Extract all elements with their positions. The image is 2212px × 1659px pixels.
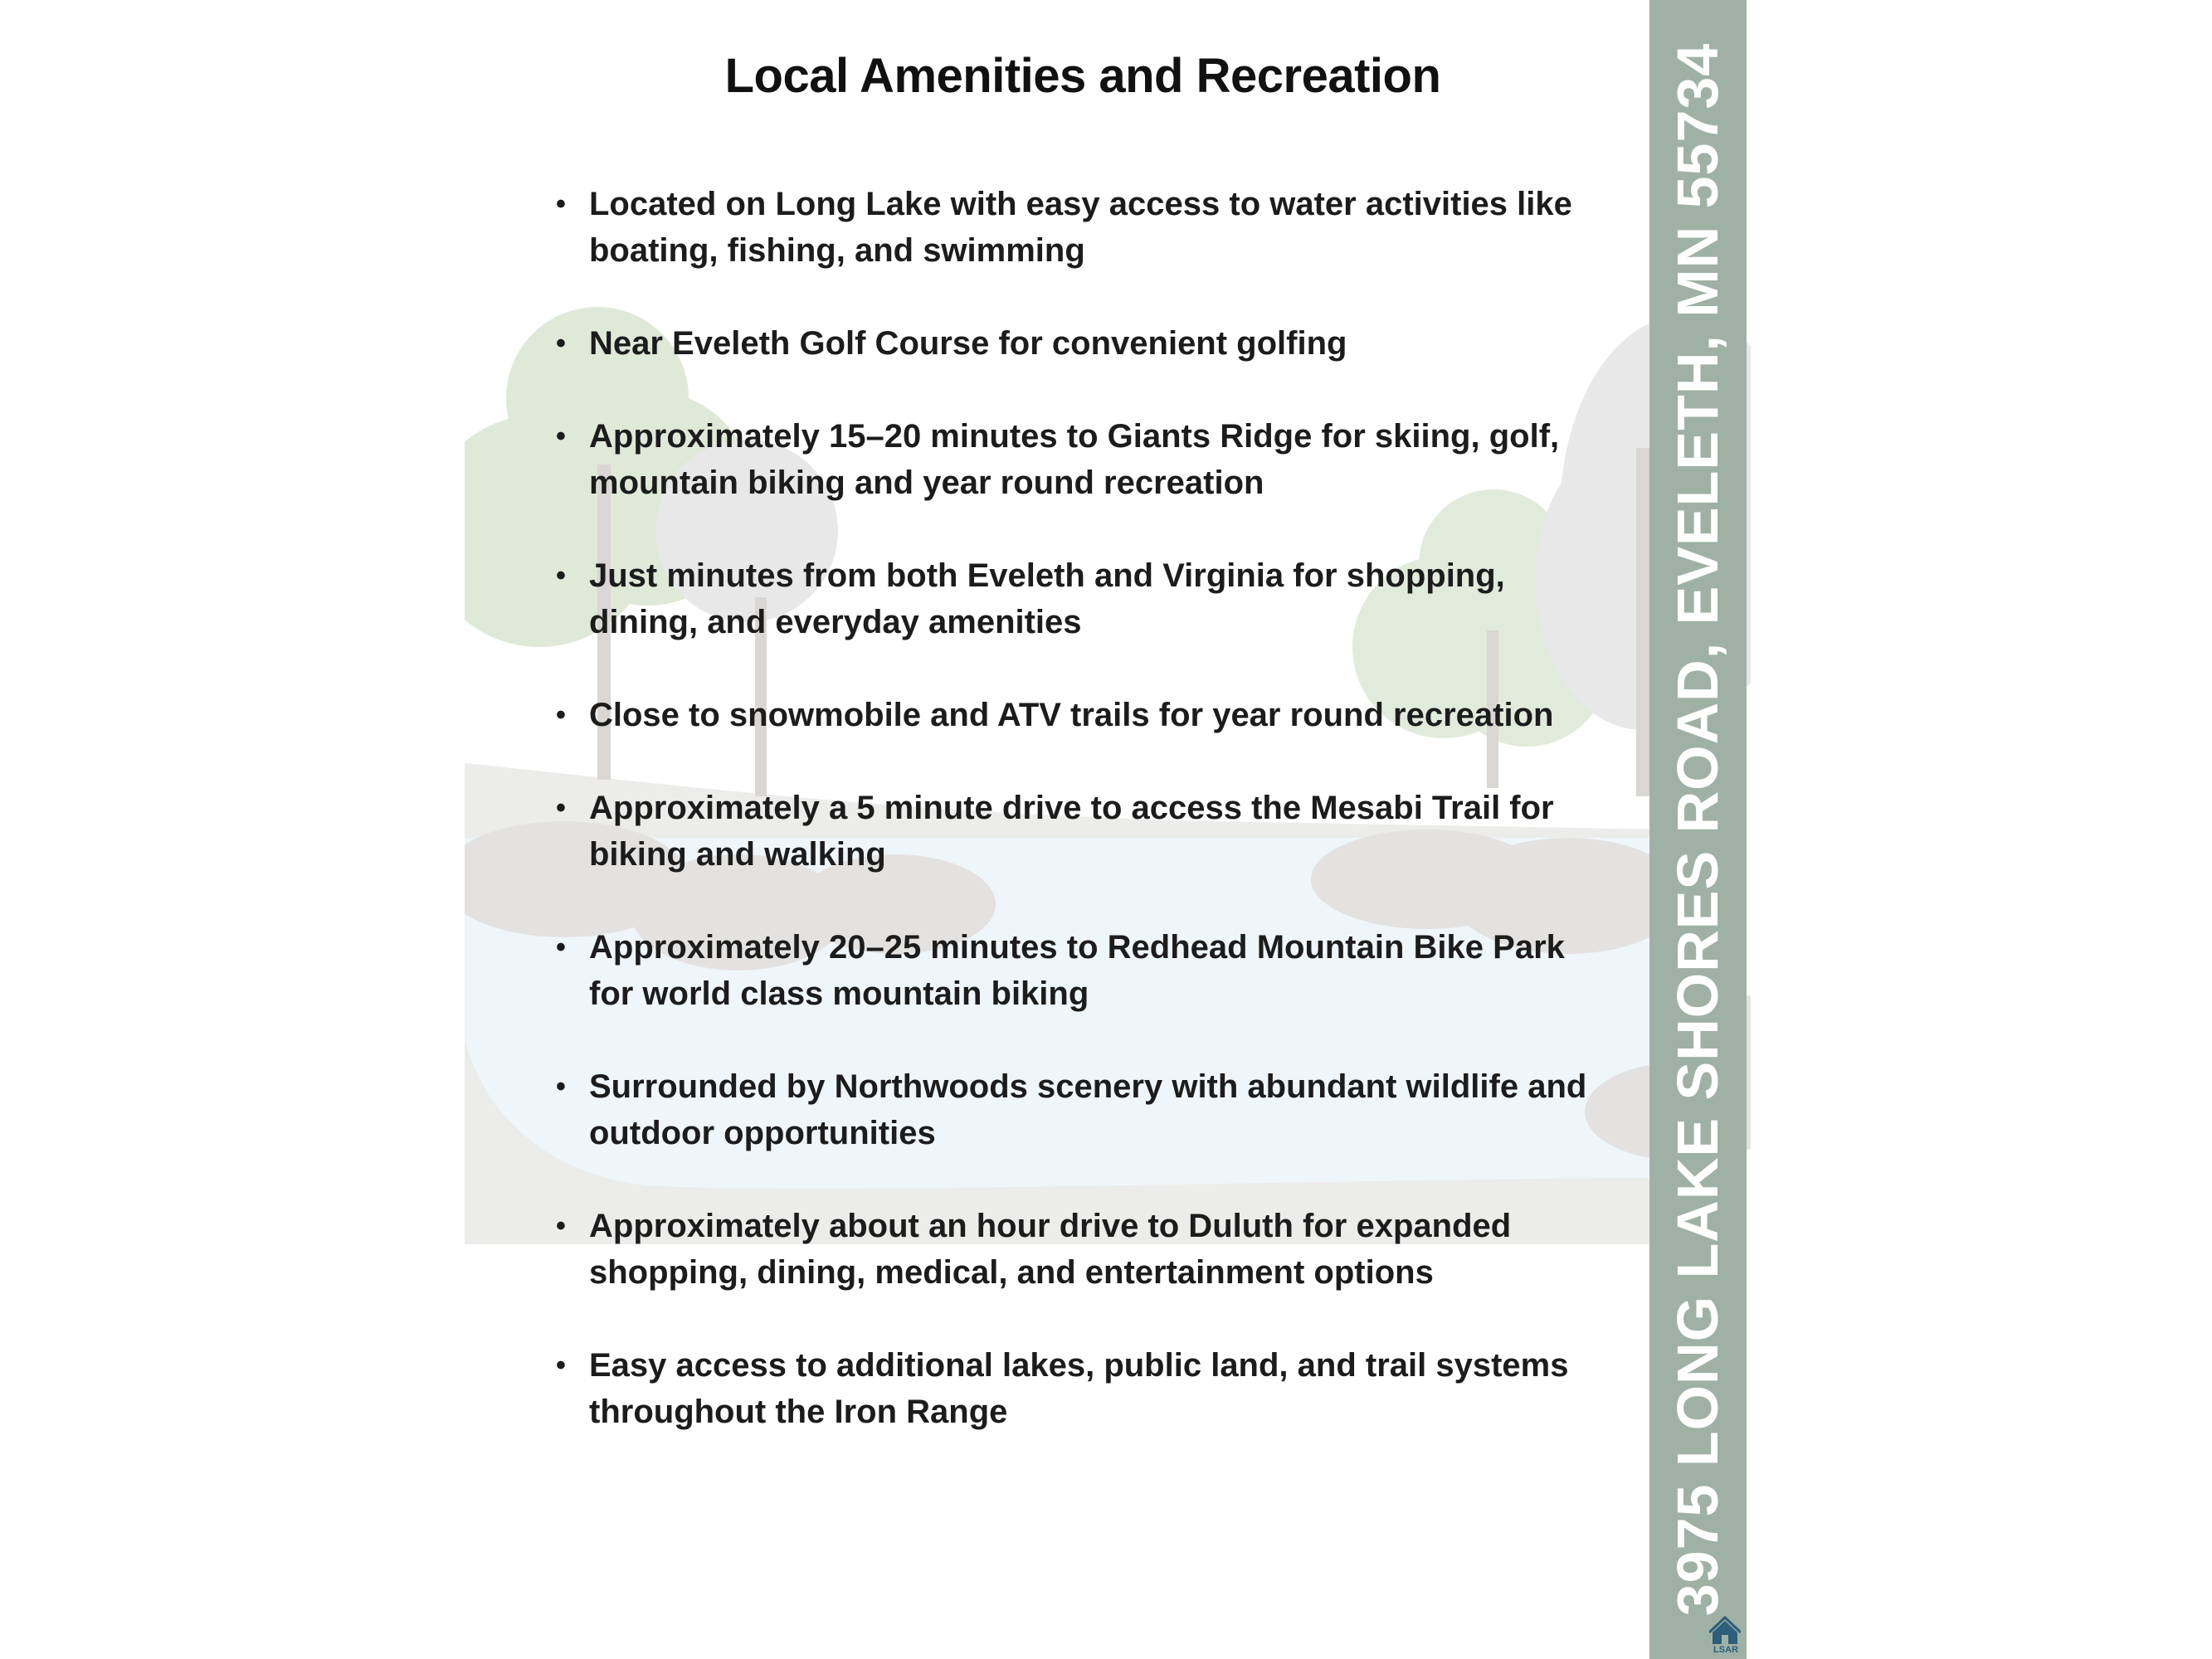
bullet-icon: •: [556, 932, 566, 963]
list-item: [556, 320, 1610, 367]
page-title: Local Amenities and Recreation: [724, 49, 1441, 103]
property-address: 3975 LONG LAKE SHORES ROAD, EVELETH, MN 55734: [1665, 42, 1730, 1617]
list-item-text: Near Eveleth Golf Course for convenient golfing: [589, 325, 1347, 362]
list-item-text: Approximately 15–20 minutes to Giants Ridge for skiing, golf, mountain biking and year round recreation: [589, 418, 1560, 501]
list-item: [556, 785, 1610, 878]
bullet-icon: •: [556, 1350, 566, 1381]
list-item: [556, 413, 1610, 506]
amenities-list: [556, 181, 1610, 1481]
bullet-icon: •: [556, 188, 566, 220]
bullet-icon: •: [556, 792, 566, 824]
bullet-icon: •: [556, 421, 566, 452]
bullet-icon: •: [556, 699, 566, 731]
bullet-icon: •: [556, 328, 566, 359]
list-item-text: Surrounded by Northwoods scenery with abundant wildlife and outdoor opportunities: [589, 1068, 1587, 1151]
list-item: [556, 181, 1610, 274]
list-item-text: Approximately about an hour drive to Duluth for expanded shopping, dining, medical, and entertainment options: [589, 1208, 1512, 1291]
list-item: [556, 1342, 1610, 1435]
bullet-icon: •: [556, 560, 566, 591]
list-item: [556, 1063, 1610, 1156]
list-item: [556, 1203, 1610, 1296]
list-item: [556, 924, 1610, 1017]
list-item-text: Approximately a 5 minute drive to access the Mesabi Trail for biking and walking: [589, 790, 1554, 873]
bullet-icon: •: [556, 1210, 566, 1242]
list-item-text: Close to snowmobile and ATV trails for year round recreation: [589, 697, 1554, 733]
brand-logo-text: LSAR: [1713, 1645, 1738, 1655]
list-item-text: Located on Long Lake with easy access to water activities like boating, fishing, and swimming: [589, 186, 1572, 269]
list-item: [556, 692, 1610, 738]
list-item: [556, 552, 1610, 645]
list-item-text: Approximately 20–25 minutes to Redhead Mountain Bike Park for world class mountain biking: [589, 929, 1565, 1012]
bullet-icon: •: [556, 1071, 566, 1102]
list-item-text: Easy access to additional lakes, public land, and trail systems throughout the Iron Range: [589, 1347, 1569, 1430]
list-item-text: Just minutes from both Eveleth and Virginia for shopping, dining, and everyday amenities: [589, 557, 1505, 640]
